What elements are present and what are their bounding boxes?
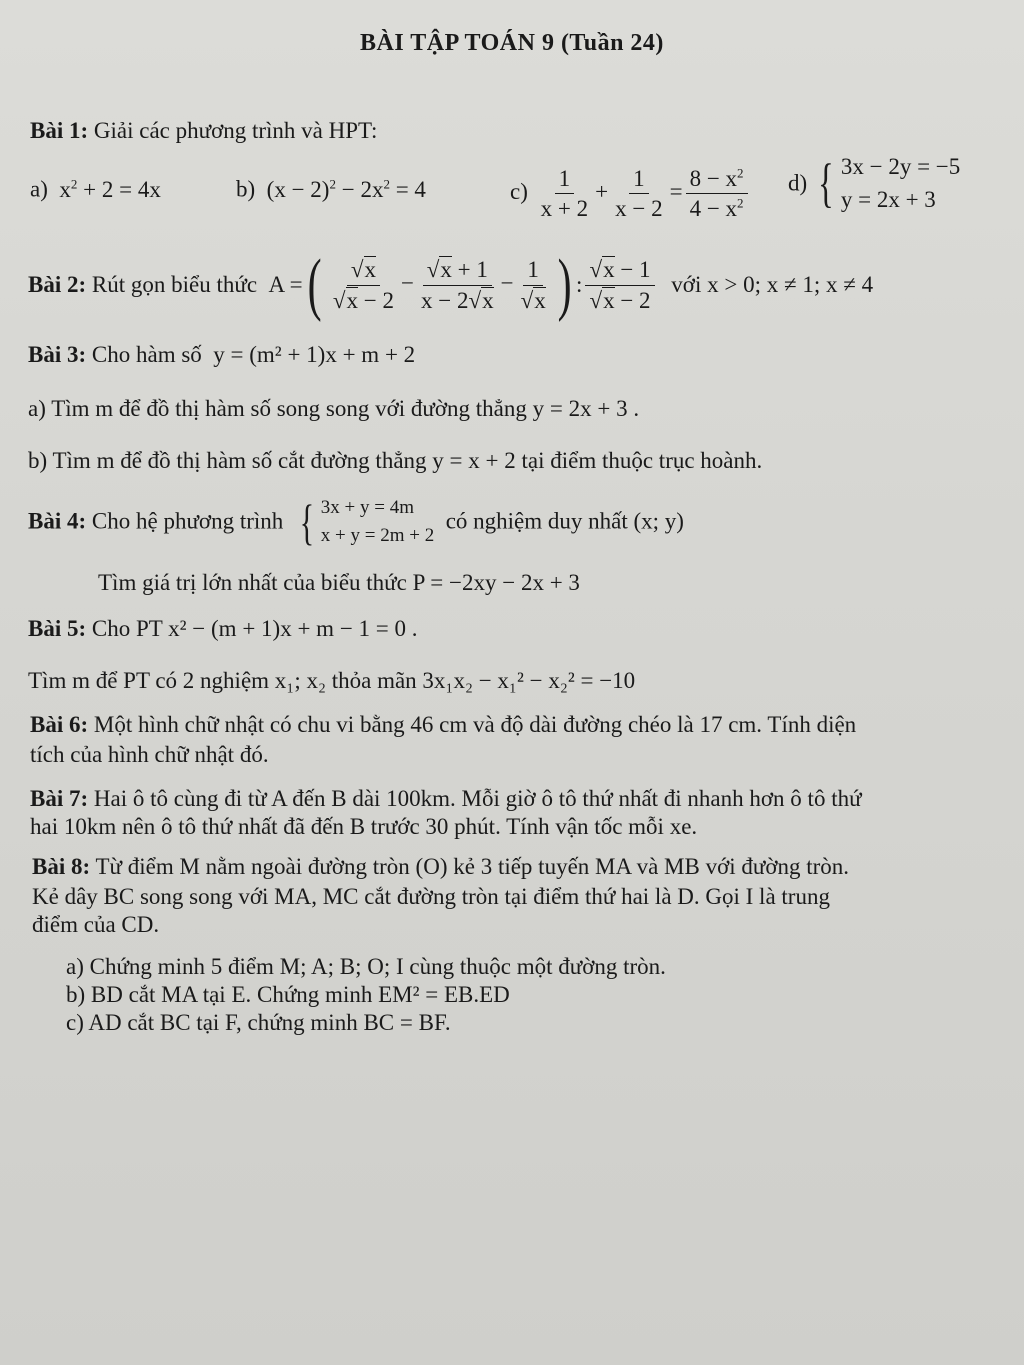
bai4-find: Tìm giá trị lớn nhất của biểu thức P = −2xy − 2x + 3: [98, 570, 580, 595]
bai7-line2: hai 10km nên ô tô thứ nhất đã đến B trước 30 phút. Tính vận tốc mỗi xe.: [30, 814, 698, 839]
bai4-label: Bài 4:: [28, 508, 87, 534]
bai8-label: Bài 8:: [32, 854, 91, 879]
bai1-c-frac1: $\frac{1}{x + 2}$: [540, 166, 589, 222]
bai1-b-label: b): [236, 176, 256, 202]
bai7-text1: Hai ô tô cùng đi từ A đến B dài 100km. Mỗi giờ ô tô thứ nhất đi nhanh hơn ô tô thứ: [88, 786, 862, 811]
bai2-frac2: $\frac{√x + 1}{x - 2√x}$: [421, 257, 494, 313]
bai1-c-label: c): [510, 179, 528, 205]
bai3-b: b) Tìm m để đồ thị hàm số cắt đường thẳng y = x + 2 tại điểm thuộc trục hoành.: [28, 448, 763, 473]
bai5-label: Bài 5:: [28, 616, 87, 641]
bai8-a: a) Chứng minh 5 điểm M; A; B; O; I cùng thuộc một đường tròn.: [66, 954, 666, 979]
bai4-system: { 3x + y = 4m x + y = 2m + 2: [299, 493, 435, 550]
bai2-label: Bài 2:: [28, 272, 87, 297]
bai1-d-line1: 3x − 2y = −5: [840, 154, 961, 179]
bai7-label: Bài 7:: [30, 786, 89, 811]
bai6-line2: tích của hình chữ nhật đó.: [30, 742, 269, 767]
bai1-d-system: { 3x − 2y = −5 y = 2x + 3: [813, 150, 960, 217]
bai1-a-label: a): [30, 176, 48, 202]
bai2-text: Rút gọn biểu thức: [86, 272, 258, 297]
bai4-line2: x + y = 2m + 2: [320, 524, 435, 546]
bai1-heading: [30, 118, 377, 144]
bai1-a-eq: $x^2 + 2 = 4x$: [53, 176, 161, 202]
bai3-text: Cho hàm số: [86, 342, 202, 367]
bai8-line2: Kẻ dây BC song song với MA, MC cắt đường tròn tại điểm thứ hai là D. Gọi I là trung: [32, 884, 830, 909]
bai1-b: [236, 176, 426, 203]
bai1-d-label: d): [788, 170, 808, 196]
bai1-label: Bài 1:: [30, 118, 89, 143]
bai2-frac4: $\frac{√x - 1}{√x - 2}$: [585, 257, 654, 313]
bai2-left-paren: (: [307, 246, 322, 323]
bai1-a: [30, 176, 161, 203]
bai6-line1: [30, 712, 856, 738]
bai8-c: c) AD cắt BC tại F, chứng minh BC = BF.: [66, 1010, 451, 1035]
bai1-d-line2: y = 2x + 3: [840, 187, 936, 213]
bai2-expression: A =: [262, 272, 303, 297]
bai2-frac1: $\frac{√x}{√x - 2}$: [332, 257, 395, 313]
bai3-function: y = (m² + 1)x + m + 2: [213, 342, 416, 367]
bai4-line1: 3x + y = 4m: [320, 497, 414, 518]
bai5-heading: [28, 616, 418, 642]
bai7-line1: [30, 786, 862, 812]
bai1-text: Giải các phương trình và HPT:: [88, 118, 378, 143]
bai8-line3: điểm của CD.: [32, 912, 160, 937]
bai3-label: Bài 3:: [28, 342, 87, 367]
bai6-label: Bài 6:: [30, 712, 89, 737]
bai8-b: b) BD cắt MA tại E. Chứng minh EM² = EB.ED: [66, 982, 510, 1007]
bai5-text: Cho PT x² − (m + 1)x + m − 1 = 0 .: [86, 616, 418, 641]
bai4-after: có nghiệm duy nhất (x; y): [445, 508, 684, 534]
bai6-text1: Một hình chữ nhật có chu vi bằng 46 cm và độ dài đường chéo là 17 cm. Tính diện: [88, 712, 857, 737]
bai1-b-eq: $(x - 2)^2 - 2x^2 = 4$: [260, 176, 426, 202]
bai4-text: Cho hệ phương trình: [86, 508, 284, 534]
bai5-find: Tìm m để PT có 2 nghiệm x₁; x₂ thỏa mãn 3x₁x₂ − x₁² − x₂² = −10: [28, 668, 636, 693]
bai1-c-frac2: $\frac{1}{x - 2}$: [615, 166, 663, 222]
bai1-c-frac3: $\frac{8 - x^2}{4 - x^2}$: [686, 166, 748, 222]
page-title: BÀI TẬP TOÁN 9 (Tuần 24): [360, 30, 664, 56]
bai3-heading: [28, 342, 415, 368]
bai2-frac3: $\frac{1}{√x}$: [520, 257, 546, 313]
bai1-c: c) $\frac{1}{x + 2}$ + $\frac{1}{x - 2}$ = $\frac{8 - x^2}{4 - x^2}$: [510, 166, 751, 222]
bai2: Bài 2: Rút gọn biểu thức A =( $\frac{√x}{√x - 2}$ − $\frac{√x + 1}{x - 2√x}$ − $\frac{1}{√x}$ ) : $\frac{√x - 1}{√x - 2}$ với x > 0; x ≠ 1; x ≠ 4: [28, 246, 874, 323]
bai8-line1: [32, 854, 849, 880]
bai3-a: a) Tìm m để đồ thị hàm số song song với đường thẳng y = 2x + 3 .: [28, 396, 640, 421]
bai8-text1: Từ điểm M nằm ngoài đường tròn (O) kẻ 3 tiếp tuyến MA và MB với đường tròn.: [90, 854, 850, 879]
bai1-d: [788, 150, 960, 217]
bai2-condition: với x > 0; x ≠ 1; x ≠ 4: [671, 272, 874, 297]
bai4-heading: [28, 494, 684, 549]
bai2-right-paren: ): [557, 246, 572, 323]
